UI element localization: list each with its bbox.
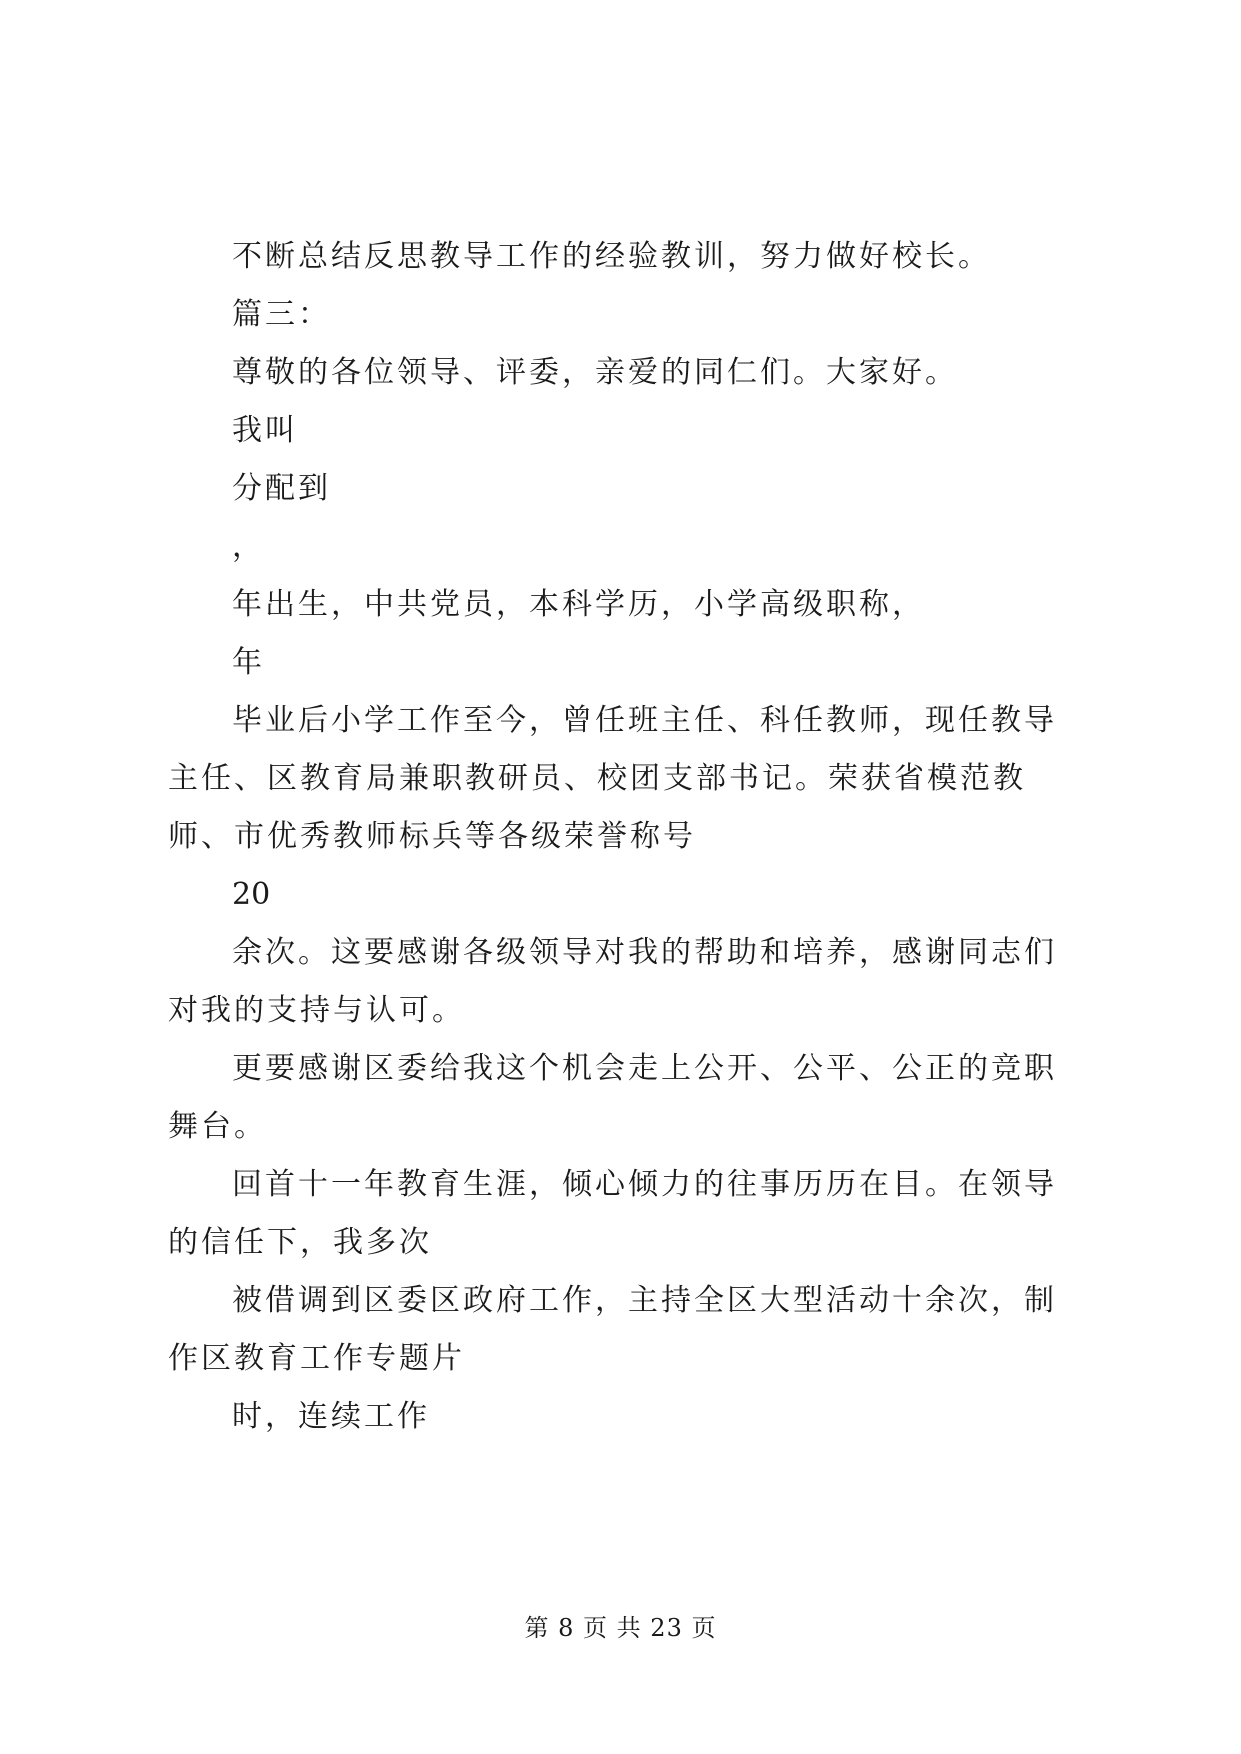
document-body	[168, 228, 1076, 1446]
paragraph: 回首十一年教育生涯，倾心倾力的往事历历在目。在领导的信任下，我多次	[168, 1167, 1057, 1260]
paragraph: 分配到	[232, 471, 331, 506]
paragraph: 时，连续工作	[232, 1399, 430, 1434]
paragraph: 被借调到区委区政府工作，主持全区大型活动十余次，制作区教育工作专题片	[168, 1283, 1057, 1376]
greeting: 尊敬的各位领导、评委，亲爱的同仁们。大家好。	[232, 355, 958, 390]
page-number-footer: 第 8 页 共 23 页	[524, 1614, 717, 1642]
paragraph: 更要感谢区委给我这个机会走上公开、公平、公正的竞职舞台。	[168, 1051, 1057, 1144]
paragraph: 年	[232, 645, 265, 680]
paragraph: ，	[232, 529, 265, 564]
section-heading: 篇三：	[232, 297, 331, 332]
paragraph: 毕业后小学工作至今，曾任班主任、科任教师，现任教导主任、区教育局兼职教研员、校团支部书记。荣获省模范教师、市优秀教师标兵等各级荣誉称号	[168, 703, 1057, 854]
paragraph: 年出生，中共党员，本科学历，小学高级职称，	[232, 587, 925, 622]
paragraph: 不断总结反思教导工作的经验教训，努力做好校长。	[232, 239, 991, 274]
paragraph: 20	[232, 877, 271, 912]
paragraph: 我叫	[232, 413, 298, 448]
paragraph: 余次。这要感谢各级领导对我的帮助和培养，感谢同志们对我的支持与认可。	[168, 935, 1057, 1028]
